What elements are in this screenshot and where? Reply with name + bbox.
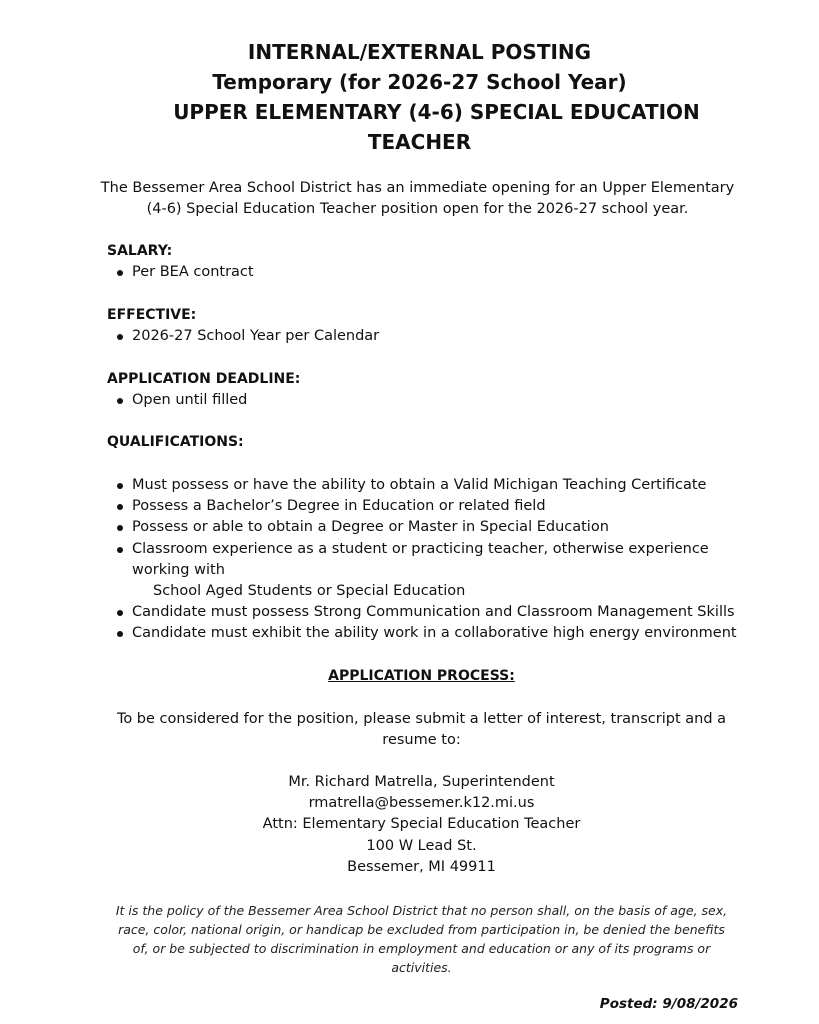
list-item: Possess a Bachelor’s Degree in Education or related field [107, 496, 787, 517]
list-item: 2026-27 School Year per Calendar [107, 326, 787, 347]
posting-duration-title: Temporary (for 2026-27 School Year) [212, 70, 627, 94]
nondiscrimination-policy [100, 901, 743, 977]
contact-email[interactable]: rmatrella@bessemer.k12.mi.us [308, 795, 535, 812]
deadline-heading: APPLICATION DEADLINE: [107, 371, 301, 387]
contact-attn: Attn: Elementary Special Education Teacher [262, 816, 581, 833]
policy-line: activities. [391, 960, 452, 975]
intro-line: (4-6) Special Education Teacher position open for the 2026-27 school year. [146, 201, 689, 217]
list-item-continuation: School Aged Students or Special Education [153, 583, 466, 600]
list-item: Per BEA contract [107, 262, 787, 283]
list-item: Candidate must possess Strong Communication and Classroom Management Skills [107, 602, 787, 623]
list-item: Possess or able to obtain a Degree or Master in Special Education [107, 517, 787, 538]
instructions-line: resume to: [382, 732, 461, 749]
policy-line: race, color, national origin, or handicap be excluded from participation in, be denied the benefits [118, 922, 725, 937]
list-item-continuation: working with [132, 561, 225, 578]
policy-line: It is the policy of the Bessemer Area School District that no person shall, on the basis of age, sex, [115, 903, 728, 918]
qualifications-list [107, 475, 787, 645]
intro-paragraph [90, 178, 745, 220]
deadline-list [107, 390, 787, 411]
posted-date: Posted: 9/08/2026 [599, 996, 738, 1012]
list-item: Must possess or have the ability to obtain a Valid Michigan Teaching Certificate [107, 475, 787, 496]
application-process-heading: APPLICATION PROCESS: [328, 668, 515, 684]
intro-line: The Bessemer Area School District has an immediate opening for an Upper Elementary [100, 180, 735, 196]
effective-list [107, 326, 787, 347]
contact-name: Mr. Richard Matrella, Superintendent [288, 774, 555, 790]
salary-list [107, 262, 787, 283]
list-item: Classroom experience as a student or practicing teacher, otherwise experience [107, 539, 787, 560]
policy-line: of, or be subjected to discrimination in employment and education or any of its programs or [132, 941, 711, 956]
posting-type-title: INTERNAL/EXTERNAL POSTING [247, 40, 592, 64]
effective-heading: EFFECTIVE: [107, 307, 197, 323]
contact-block [100, 772, 743, 878]
application-instructions [100, 709, 743, 751]
qualifications-heading: QUALIFICATIONS: [107, 434, 244, 450]
contact-street: 100 W Lead St. [366, 837, 477, 854]
list-item: Open until filled [107, 390, 787, 411]
salary-heading: SALARY: [107, 243, 173, 259]
list-item: Candidate must exhibit the ability work in a collaborative high energy environment [107, 623, 787, 644]
contact-city: Bessemer, MI 49911 [347, 858, 496, 875]
position-title-line2: TEACHER [367, 130, 472, 154]
position-title-line1: UPPER ELEMENTARY (4-6) SPECIAL EDUCATION [173, 100, 700, 124]
instructions-line: To be considered for the position, please submit a letter of interest, transcript and a [116, 711, 727, 727]
